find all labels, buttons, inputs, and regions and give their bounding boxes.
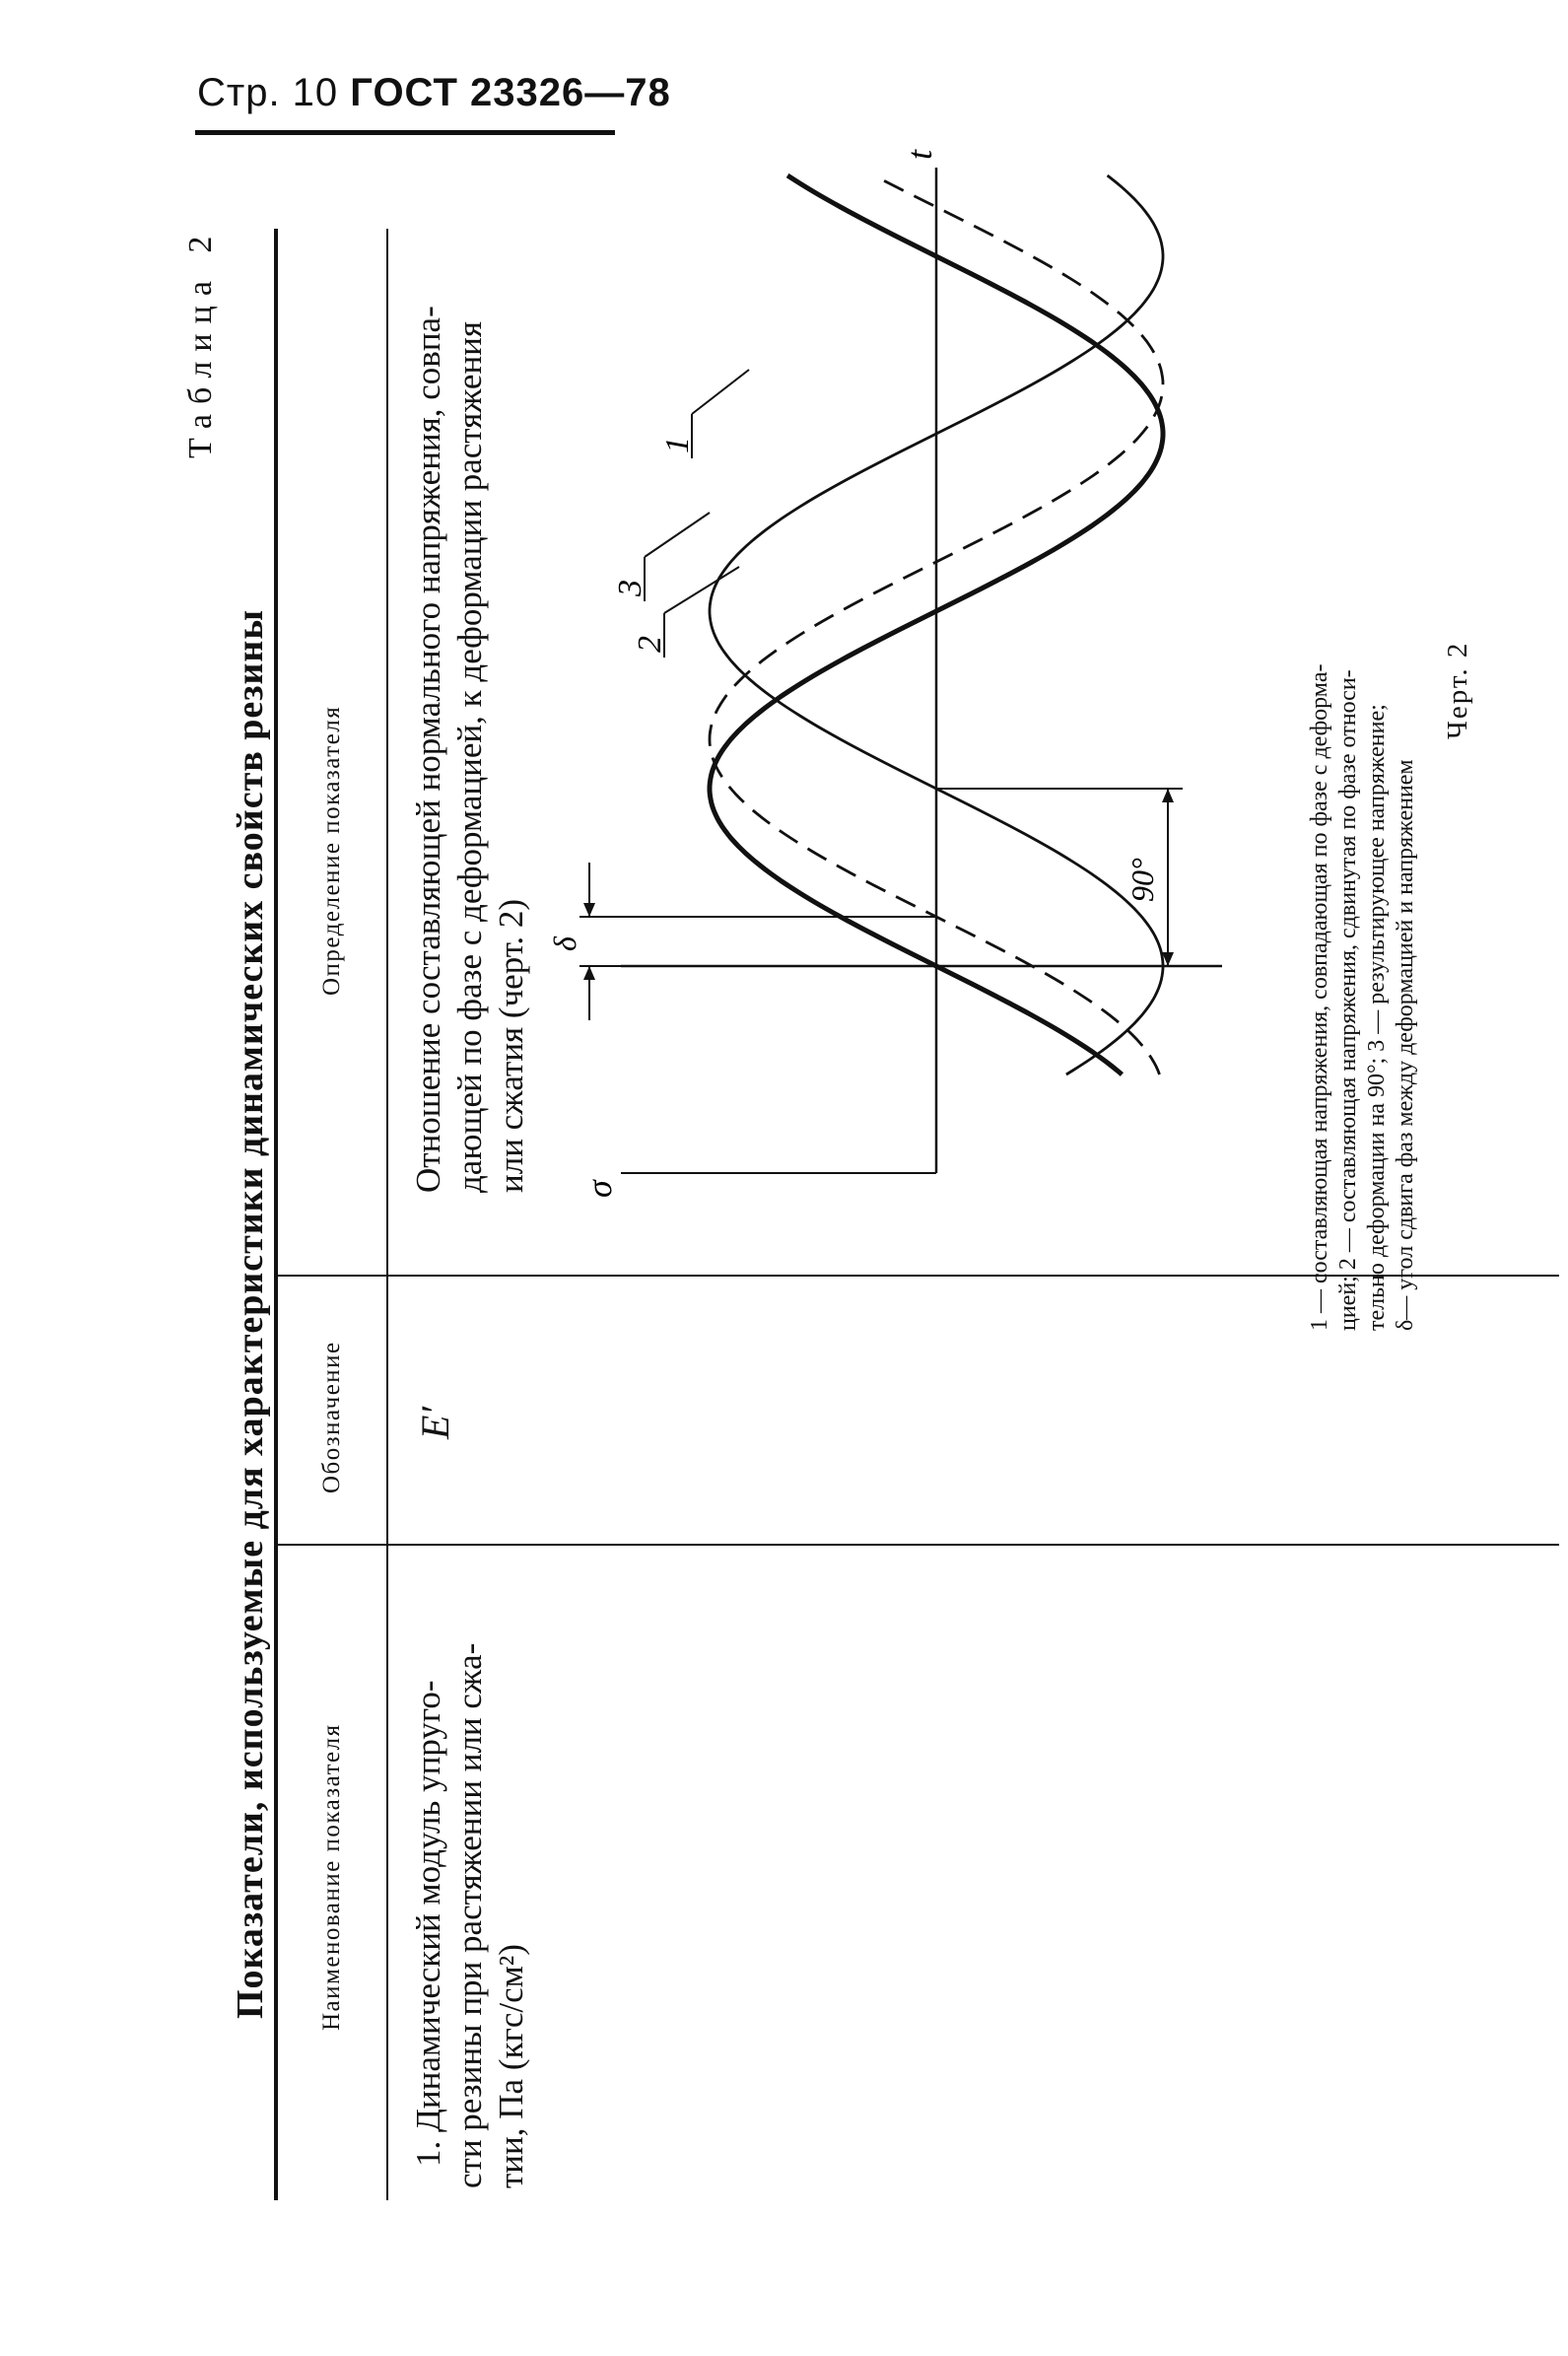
curve-3-label: 3 [612,580,648,596]
curve-1-leader [692,370,749,414]
column-head-definition: Определение показателя [318,705,345,996]
curve-2-label: 2 [632,636,668,653]
row1-name-line2: сти резины при растяжении или сжа- [450,1642,489,2188]
phase-shift-diagram [547,10,1252,1198]
row1-definition-line3: или сжатия (черт. 2) [492,898,530,1193]
curve-2-leader [664,567,739,613]
column-divider-1 [278,1544,1559,1546]
column-head-name: Наименование показателя [318,1723,345,2031]
figure-caption-line3: тельно деформации на 90°; 3 — результирующее напряжение; [1364,704,1390,1331]
table-label: Таблица 2 [182,226,219,458]
delta-arrowhead-right [583,903,595,917]
row1-symbol: E′ [413,1406,457,1439]
page-number: Стр. 10 [197,71,339,114]
table-header-rule [386,229,388,2200]
ninety-degree-label: 90° [1125,858,1160,902]
table-top-rule [274,229,278,2200]
row1-name-line1: 1. Динамический модуль упруго- [409,1680,447,2167]
row1-definition-line1: Отношение составляющей нормального напряжения, совпа- [409,306,447,1193]
table-title: Показатели, используемые для характеристики динамических свойств резины [230,609,271,2019]
standard-number: ГОСТ 23326—78 [350,71,671,114]
curve-3-leader [645,513,710,557]
ninety-arrowhead-right [1162,789,1174,802]
figure-caption-line4: δ— угол сдвига фаз между деформацией и напряжением [1393,759,1418,1331]
diagram-axes [621,168,1222,1173]
row1-name-line3: тии, Па (кгс/см²) [492,1944,530,2188]
stress-axis-label: σ [579,1180,619,1198]
figure-caption-line1: 1 — составляющая напряжения, совпадающая по фазе с деформа- [1307,663,1332,1331]
column-head-symbol: Обозначение [318,1341,345,1493]
figure-title: Черт. 2 [1442,641,1473,739]
row1-definition-line2: дающей по фазе с деформацией, к деформации растяжения [450,320,489,1193]
figure-caption-line2: цией; 2 — составляющая напряжения, сдвинутая по фазе относи- [1335,669,1361,1331]
delta-arrowhead-left [583,966,595,980]
curve-1-label: 1 [659,437,696,453]
time-axis-label: t [900,149,939,160]
phase-angle-label: δ [547,936,582,951]
